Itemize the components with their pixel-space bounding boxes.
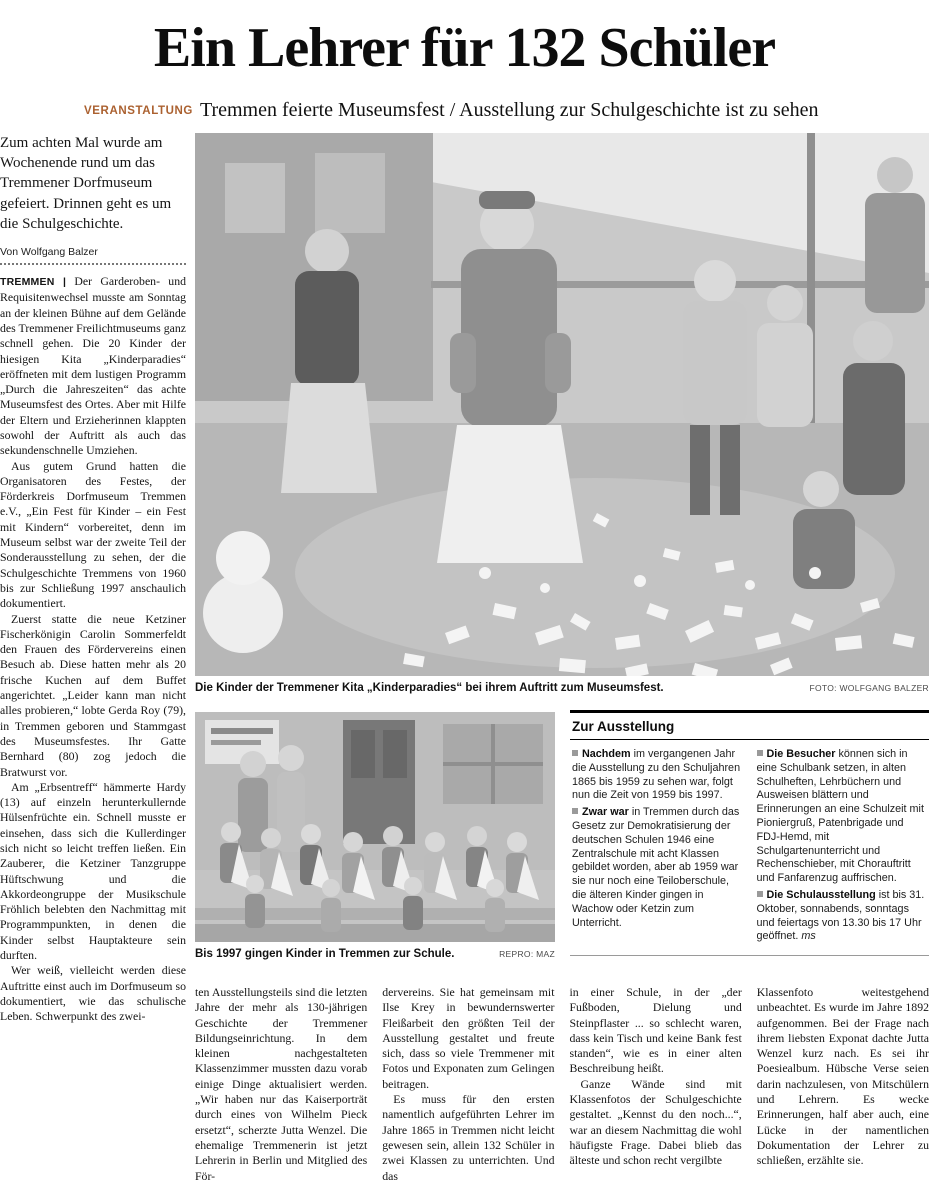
bullet-square-icon	[572, 808, 578, 814]
main-photo-caption-row	[195, 682, 929, 694]
bottom-column-3	[570, 985, 742, 1198]
subheadline: Tremmen feierte Museumsfest / Ausstellung zur Schulgeschichte ist zu sehen	[199, 99, 819, 121]
bottom-columns	[195, 985, 929, 1198]
infobox-title: Zur Ausstellung	[570, 713, 929, 740]
infobox-item-text: können sich in eine Schulbank setzen, in alten Schulheften, Lehrbüchern und Ausweisen blättern und Erinnerungen an eine Schulzeit mit Pioniergruß, Patenbrigade und FDJ-Hemd, mit Schulgartenunterricht und Rechenschieber, mit Chorauftritt und Fanfarenzug auffrischen.	[756, 748, 924, 885]
article-paragraph: Ganze Wände sind mit Klassenfotos der Schulgeschichte gestaltet. „Kennst du den noch...“, war an diesem Nachmittag die wohl häufigste Frage. Dabei blieb das älteste und schon recht vergilbte	[569, 1076, 742, 1168]
main-photo	[195, 133, 929, 676]
class-photo-caption-row	[195, 948, 555, 960]
infobox-item-lead: Nachdem	[582, 748, 631, 760]
infobox-item-lead: Zwar war	[582, 806, 629, 819]
main-photo-caption: Die Kinder der Tremmener Kita „Kinderparadies“ bei ihrem Auftritt zum Museumsfest.	[195, 682, 664, 694]
article-paragraph: Wer weiß, vielleicht werden diese Auftritte einst auch im Dorfmuseum so dokumentiert, wie das schulische Leben. Schwerpunkt des zwei-	[0, 963, 186, 1024]
class-photo-credit: REPRO: MAZ	[499, 949, 555, 959]
infobox-item-text: in Tremmen durch das Gesetz zur Demokratisierung der deutschen Schulen 1946 eine Zentralschule mit acht Klassen gebildet worden, aber ab 1959 war sie nur noch eine Teiloberschule, die älteren Kinder gingen in Wachow oder Ketzin zum Unterricht.	[572, 806, 740, 929]
bullet-square-icon	[757, 891, 763, 897]
infobox	[570, 710, 929, 956]
infobox-item	[572, 806, 743, 930]
kicker-label: VERANSTALTUNG	[84, 105, 193, 117]
class-photo	[195, 712, 555, 942]
left-column	[0, 133, 186, 1200]
article-paragraph: Es muss für den ersten namentlich aufgeführten Lehrer im Jahre 1865 in Tremmen nicht leicht gewesen sein, allein 132 Schüler in zwei Klassen zu unterrichten. Und das	[382, 1092, 555, 1183]
article-paragraph: in einer Schule, in der „der Fußboden, Dielung und Steinpflaster ... so schlecht waren, dass kein Tisch und keine Bank fest standen“, wie es in einer alten Beschreibung heißt.	[569, 985, 742, 1076]
infobox-columns	[570, 740, 929, 947]
main-photo-credit: FOTO: WOLFGANG BALZER	[809, 683, 929, 693]
article-paragraph: Zuerst statte die neue Ketziner Fischerkönigin Carolin Sommerfeldt den Frauen des Fördervereins einen Besuch ab. Diese hatten mehr als 20 frische Kuchen auf dem Buffet angerichtet. „Leider kann man nicht alles probieren,“ lobte Gerda Roy (79), in Tremmen geboren und Stammgast des Museumsfestes. Ihr Gatte Bernhard (80) zog jedoch die Bratwurst vor.	[0, 611, 186, 779]
class-photo-caption: Bis 1997 gingen Kinder in Tremmen zur Schule.	[195, 948, 455, 960]
main-photo-image	[195, 133, 929, 676]
infobox-item-text: im vergangenen Jahr die Ausstellung zu den Schuljahren 1865 bis 1959 zu sehen war, folgt nun die Zeit von 1959 bis 1997.	[572, 748, 741, 802]
infobox-item	[572, 748, 743, 803]
bullet-square-icon	[757, 750, 763, 756]
article-paragraph	[0, 274, 186, 459]
bottom-column-4	[757, 985, 929, 1198]
infobox-item-text: ist bis 31. Oktober, sonnabends, sonntags und feiertags von 13.30 bis 17 Uhr geöffnet.	[756, 888, 925, 943]
class-photo-image	[195, 712, 555, 942]
article-paragraph: Am „Erbsentreff“ hämmerte Hardy (13) auf einzeln herunterkullernde Hülsenfrüchte ein. Schnell musste er einsehen, dass sich die Kullerdinger sich nicht so leicht treffen ließen. Ein Zauberer, die Ketziner Tanzgruppe Hüftschwung und die Akkordeongruppe der Musikschule Fröhlich belebten den Nachmittag mit Programmpunkten, in denen die Kinder selbst Hauptakteure sein durften.	[0, 779, 186, 963]
page-title: Ein Lehrer für 132 Schüler	[153, 17, 776, 79]
infobox-item	[757, 889, 928, 944]
subheadline-row	[84, 99, 924, 122]
infobox-item-lead: Die Schulausstellung	[766, 888, 876, 901]
article-paragraph: dervereins. Sie hat gemeinsam mit Ilse Krey in bewundernswerter Fleißarbeit den größten Teil der Ausstellung gestaltet und freute sich, dass so viele Tremmener mit Fotos und Exponaten zum Gelingen beitragen.	[382, 985, 555, 1091]
infobox-item	[757, 748, 928, 886]
bottom-column-2	[382, 985, 554, 1198]
infobox-column-left	[572, 748, 743, 947]
bottom-column-1	[195, 985, 367, 1198]
infobox-item-lead: Die Besucher	[766, 748, 836, 760]
bullet-square-icon	[572, 750, 578, 756]
infobox-column-right	[757, 748, 928, 947]
article-paragraph: ten Ausstellungsteils sind die letzten Jahre der mehr als 130-jährigen Geschichte der Tremmener Bildungseinrichtung. In dem kleinen nachgestalteten Klassenzimmer mussten dazu vorab einige Dinge aktualisiert werden. „Wir haben nur das Kaiserporträt durch eines von Wilhelm Pieck ersetzt“, scherzte Jutta Wenzel. Die ehemalige Tremmenerin ist jetzt Lehrerin in Berlin und Mitglied des För-	[195, 985, 368, 1183]
article-paragraph: Klassenfoto weitestgehend unbeachtet. Es wurde im Jahre 1892 aufgenommen. Bei der Frage nach ihrem liebsten Exponat dachte Jutta Wenzel kurz nach. Es sei ihr Poesiealbum. Hübsche Verse seien darin nachzulesen, von Mitschülern und Lehrern. Es wecke Erinnerungen, half aber auch, eine Lücke in der namentlichen Dokumentation der Lehrer zu schließen, erzählte sie.	[756, 985, 929, 1168]
infobox-signoff: ms	[801, 930, 816, 943]
paragraph-text: Der Garderoben- und Requisitenwechsel musste am Sonntag an der kleinen Bühne auf dem Gelände des Tremmener Freilichtmuseums ganz schnell gehen. Die 20 Kinder der hiesigen Kita „Kinderparadies“ eröffneten mit dem lustigen Programm „Durch die Jahreszeiten“ das achte Museumsfest des Ortes. Aber mit Hilfe der Eltern und Erzieherinnen klappten sowohl der Auftritt als auch das sekundenschnelle Umziehen.	[0, 274, 186, 458]
byline: Von Wolfgang Balzer	[0, 246, 186, 265]
dateline: TREMMEN |	[0, 276, 67, 289]
lead-paragraph: Zum achten Mal wurde am Wochenende rund um das Tremmener Dorfmuseum gefeiert. Drinnen geht es um die Schulgeschichte.	[0, 135, 172, 232]
article-paragraph: Aus gutem Grund hatten die Organisatoren des Festes, der Förderkreis Dorfmuseum Tremmen e.V., „Ein Fest für Kinder – ein Fest mit Kindern“ vorbereitet, denn im Museum selbst war der zweite Teil der Sonderausstellung zu sehen, der die Schulgeschichte Tremmens von 1960 bis zur Schließung 1997 anschaulich dokumentiert.	[0, 458, 186, 611]
